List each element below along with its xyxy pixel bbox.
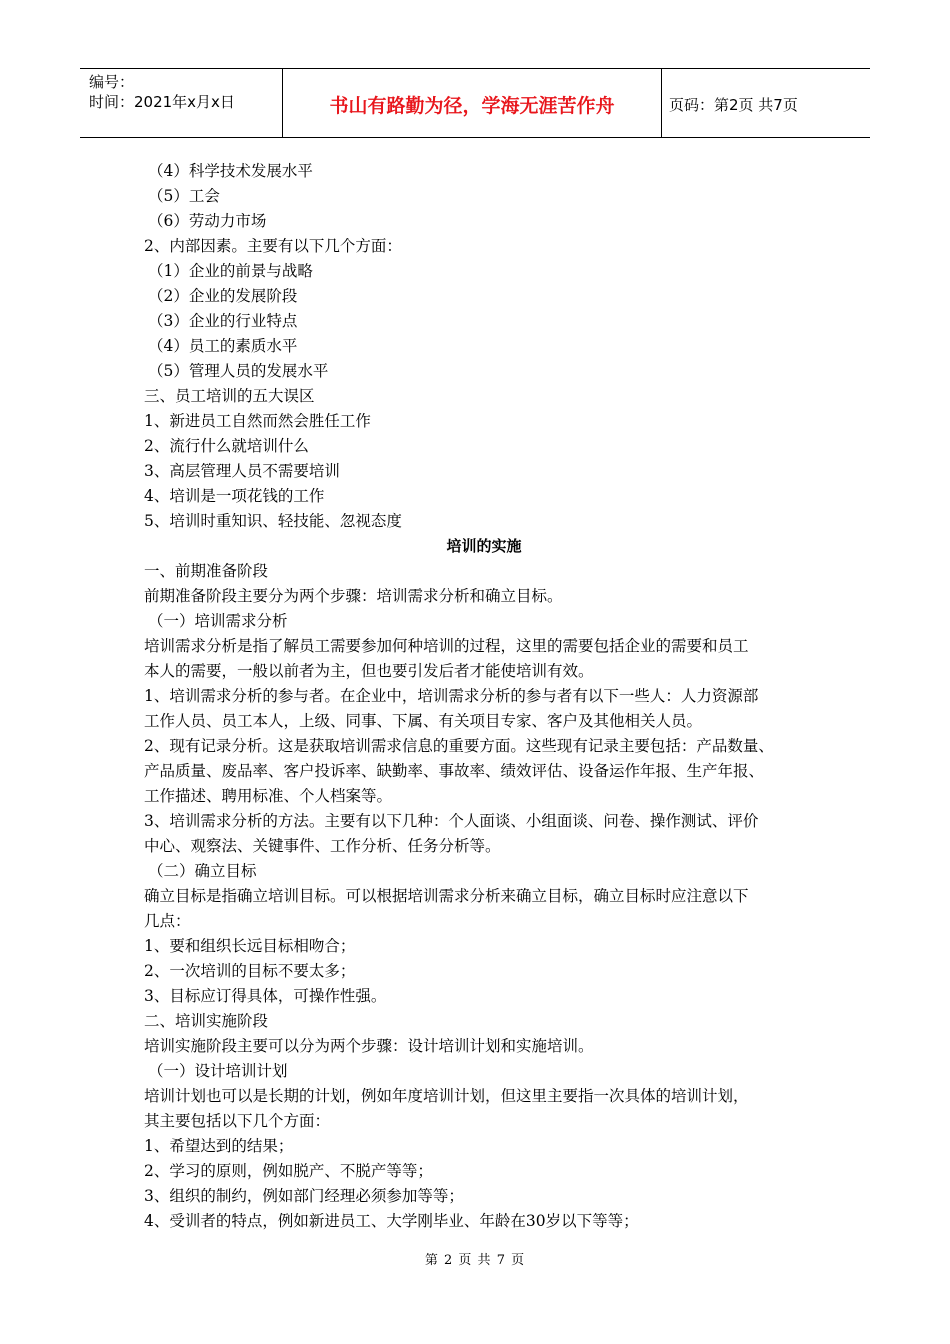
- body-line: 1、要和组织长远目标相吻合；: [144, 937, 356, 955]
- body-line: 2、内部因素。主要有以下几个方面：: [144, 237, 402, 255]
- body-line: 一、前期准备阶段: [144, 562, 269, 580]
- header-page-code: 页码：第2页 共7页: [669, 96, 798, 114]
- body-line: 培训实施阶段主要可以分为两个步骤：设计培训计划和实施培训。: [144, 1037, 594, 1055]
- body-line: 3、高层管理人员不需要培训: [144, 462, 340, 480]
- body-line: 2、现有记录分析。这是获取培训需求信息的重要方面。这些现有记录主要包括：产品数量、: [144, 737, 774, 755]
- body-line: 1、希望达到的结果；: [144, 1137, 294, 1155]
- body-line: （5）工会: [148, 187, 220, 205]
- header-motto-cell: [283, 69, 662, 137]
- body-line: 培训需求分析是指了解员工需要参加何种培训的过程，这里的需要包括企业的需要和员工: [144, 637, 749, 655]
- page-footer: 第 2 页 共 7 页: [424, 1253, 526, 1268]
- page-header: [80, 68, 870, 138]
- body-line: 工作人员、员工本人，上级、同事、下属、有关项目专家、客户及其他相关人员。: [144, 712, 703, 730]
- body-line: 前期准备阶段主要分为两个步骤：培训需求分析和确立目标。: [144, 587, 563, 605]
- body-line: （一）设计培训计划: [148, 1062, 288, 1080]
- document-body: [144, 159, 824, 1234]
- body-line: 产品质量、废品率、客户投诉率、缺勤率、事故率、绩效评估、设备运作年报、生产年报、: [144, 762, 765, 780]
- body-line: 1、培训需求分析的参与者。在企业中，培训需求分析的参与者有以下一些人：人力资源部: [144, 687, 759, 705]
- body-line: 5、培训时重知识、轻技能、忽视态度: [144, 512, 402, 530]
- header-motto: 书山有路勤为径，学海无涯苦作舟: [329, 95, 615, 117]
- document-date-label: 时间：2021年x月x日: [89, 93, 235, 111]
- body-line: 中心、观察法、关键事件、工作分析、任务分析等。: [144, 837, 501, 855]
- body-line: （6）劳动力市场: [148, 212, 267, 230]
- body-line: 4、受训者的特点，例如新进员工、大学刚毕业、年龄在30岁以下等等；: [144, 1212, 639, 1230]
- body-line: 本人的需要，一般以前者为主，但也要引发后者才能使培训有效。: [144, 662, 594, 680]
- body-line: 3、目标应订得具体，可操作性强。: [144, 987, 387, 1005]
- body-line: （4）科学技术发展水平: [148, 162, 313, 180]
- body-line: （一）培训需求分析: [148, 612, 288, 630]
- body-line: （5）管理人员的发展水平: [148, 362, 329, 380]
- body-line: 3、培训需求分析的方法。主要有以下几种：个人面谈、小组面谈、问卷、操作测试、评价: [144, 812, 759, 830]
- body-line: 工作描述、聘用标准、个人档案等。: [144, 787, 393, 805]
- body-line: 其主要包括以下几个方面：: [144, 1112, 331, 1130]
- body-line: （4）员工的素质水平: [148, 337, 298, 355]
- section-heading: 培训的实施: [446, 537, 522, 555]
- body-line: 培训计划也可以是长期的计划，例如年度培训计划，但这里主要指一次具体的培训计划，: [144, 1087, 749, 1105]
- body-line: 1、新进员工自然而然会胜任工作: [144, 412, 371, 430]
- body-line: （2）企业的发展阶段: [148, 287, 298, 305]
- body-line: 4、培训是一项花钱的工作: [144, 487, 325, 505]
- body-line: 2、流行什么就培训什么: [144, 437, 309, 455]
- body-line: 二、培训实施阶段: [144, 1012, 269, 1030]
- body-line: 3、组织的制约，例如部门经理必须参加等等；: [144, 1187, 464, 1205]
- header-page-cell: [662, 69, 870, 137]
- body-line: （3）企业的行业特点: [148, 312, 298, 330]
- body-line: 2、学习的原则，例如脱产、不脱产等等；: [144, 1162, 433, 1180]
- body-line: 2、一次培训的目标不要太多；: [144, 962, 356, 980]
- body-line: （二）确立目标: [148, 862, 257, 880]
- body-line: （1）企业的前景与战略: [148, 262, 313, 280]
- header-meta-cell: [80, 69, 283, 137]
- body-line: 确立目标是指确立培训目标。可以根据培训需求分析来确立目标，确立目标时应注意以下: [144, 887, 749, 905]
- body-line: 三、员工培训的五大误区: [144, 387, 315, 405]
- document-number-label: 编号：: [89, 73, 135, 91]
- body-line: 几点：: [144, 912, 191, 930]
